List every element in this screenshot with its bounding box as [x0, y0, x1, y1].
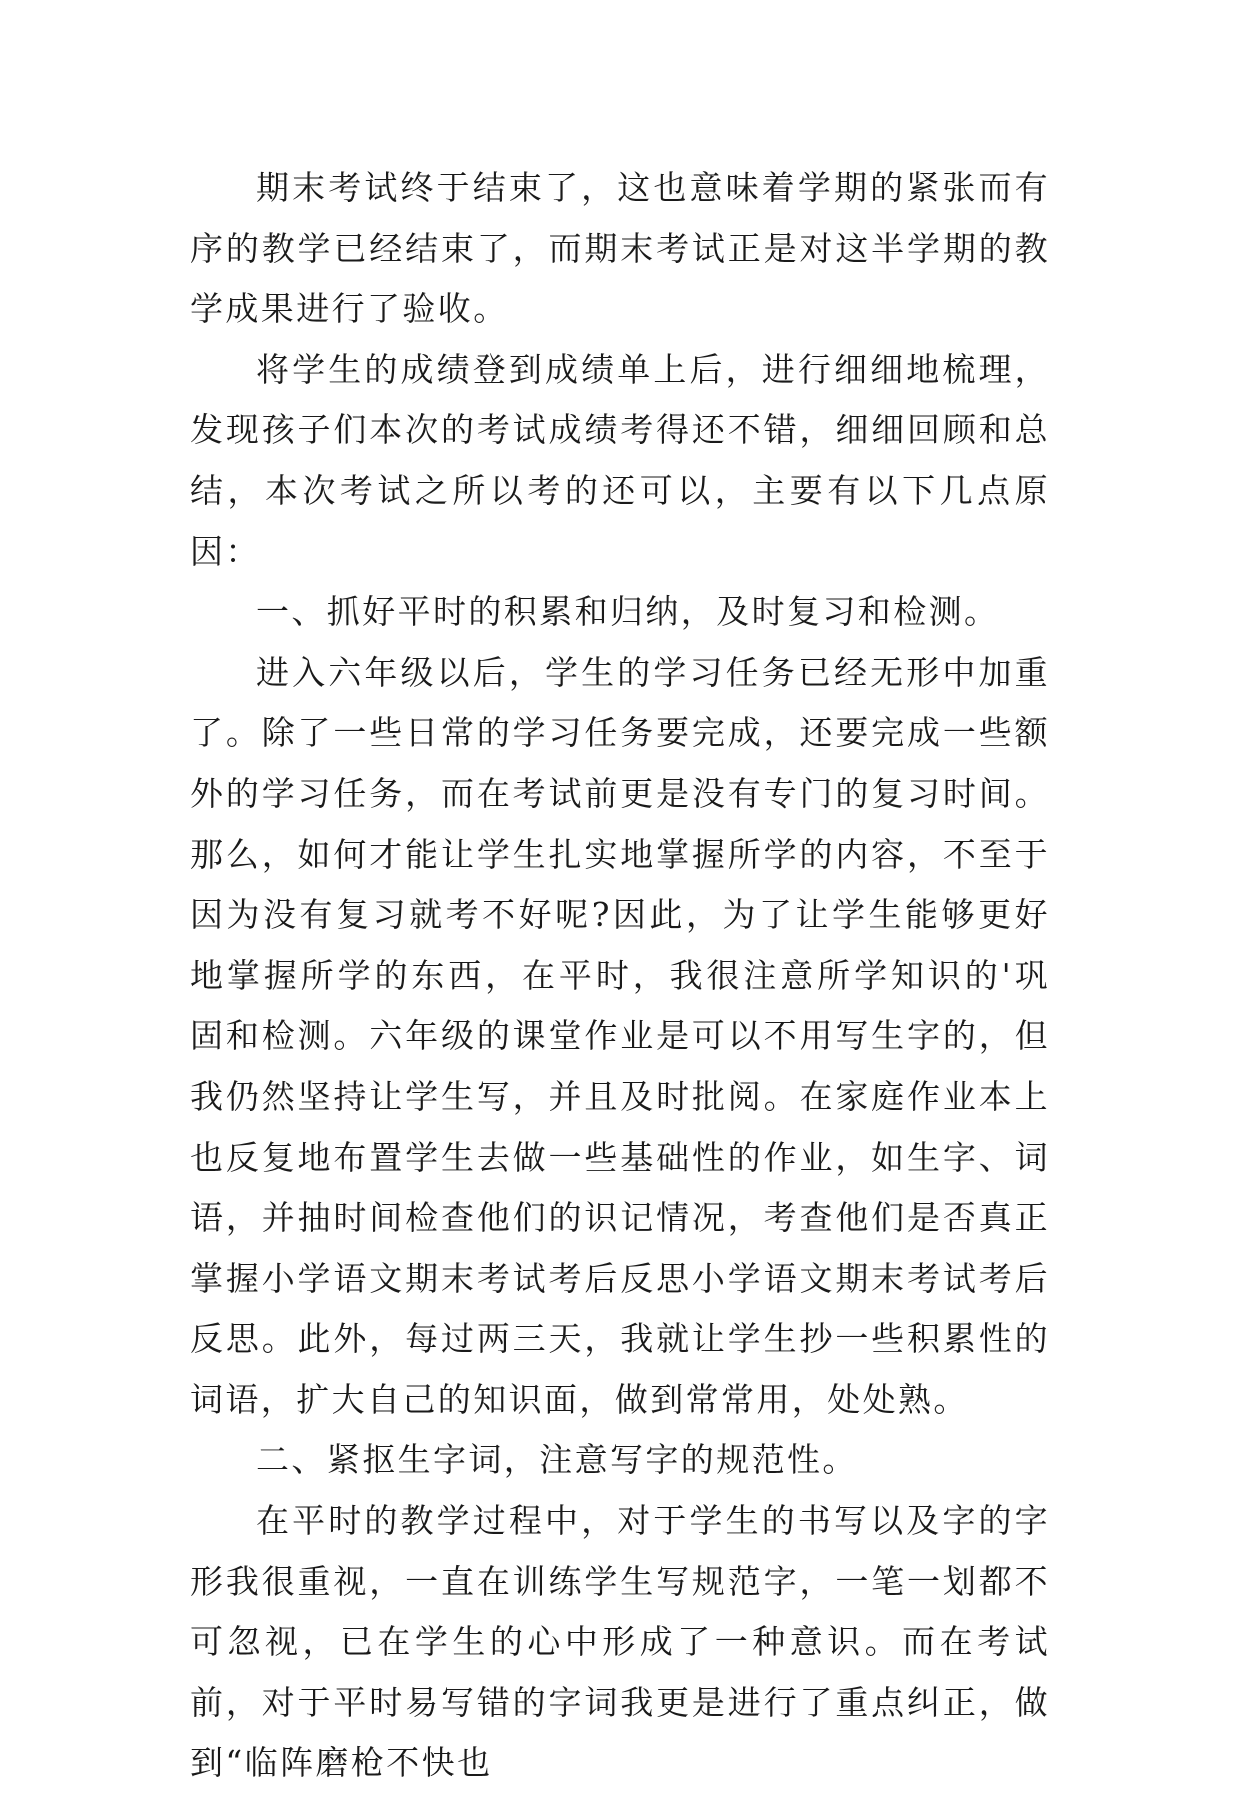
section-heading-1: 一、抓好平时的积累和归纳，及时复习和检测。 — [256, 592, 1000, 632]
paragraph-reasons: 将学生的成绩登到成绩单上后，进行细细地梳理，发现孩子们本次的考试成绩考得还不错，细细回顾和总结，本次考试之所以考的还可以，主要有以下几点原因： — [190, 349, 1050, 571]
paragraph-section-2: 在平时的教学过程中，对于学生的书写以及字的字形我很重视，一直在训练学生写规范字，一笔一划都不可忽视，已在学生的心中形成了一种意识。而在考试前，对于平时易写错的字词我更是进行了重点纠正，做到“临阵磨枪不快也 — [190, 1501, 1050, 1783]
paragraph-intro: 期末考试终于结束了，这也意味着学期的紧张而有序的教学已经结束了，而期末考试正是对这半学期的教学成果进行了验收。 — [190, 168, 1050, 329]
document-body — [190, 158, 1050, 1794]
paragraph-section-1: 进入六年级以后，学生的学习任务已经无形中加重了。除了一些日常的学习任务要完成，还要完成一些额外的学习任务，而在考试前更是没有专门的复习时间。那么，如何才能让学生扎实地掌握所学的内容，不至于因为没有复习就考不好呢?因此，为了让学生能够更好地掌握所学的东西，在平时，我很注意所学知识的'巩固和检测。六年级的课堂作业是可以不用写生字的，但我仍然坚持让学生写，并且及时批阅。在家庭作业本上也反复地布置学生去做一些基础性的作业，如生字、词语，并抽时间检查他们的识记情况，考查他们是否真正掌握小学语文期末考试考后反思小学语文期末考试考后反思。此外，每过两三天，我就让学生抄一些积累性的词语，扩大自己的知识面，做到常常用，处处熟。 — [190, 652, 1050, 1419]
section-heading-2: 二、紧抠生字词，注意写字的规范性。 — [256, 1440, 858, 1480]
